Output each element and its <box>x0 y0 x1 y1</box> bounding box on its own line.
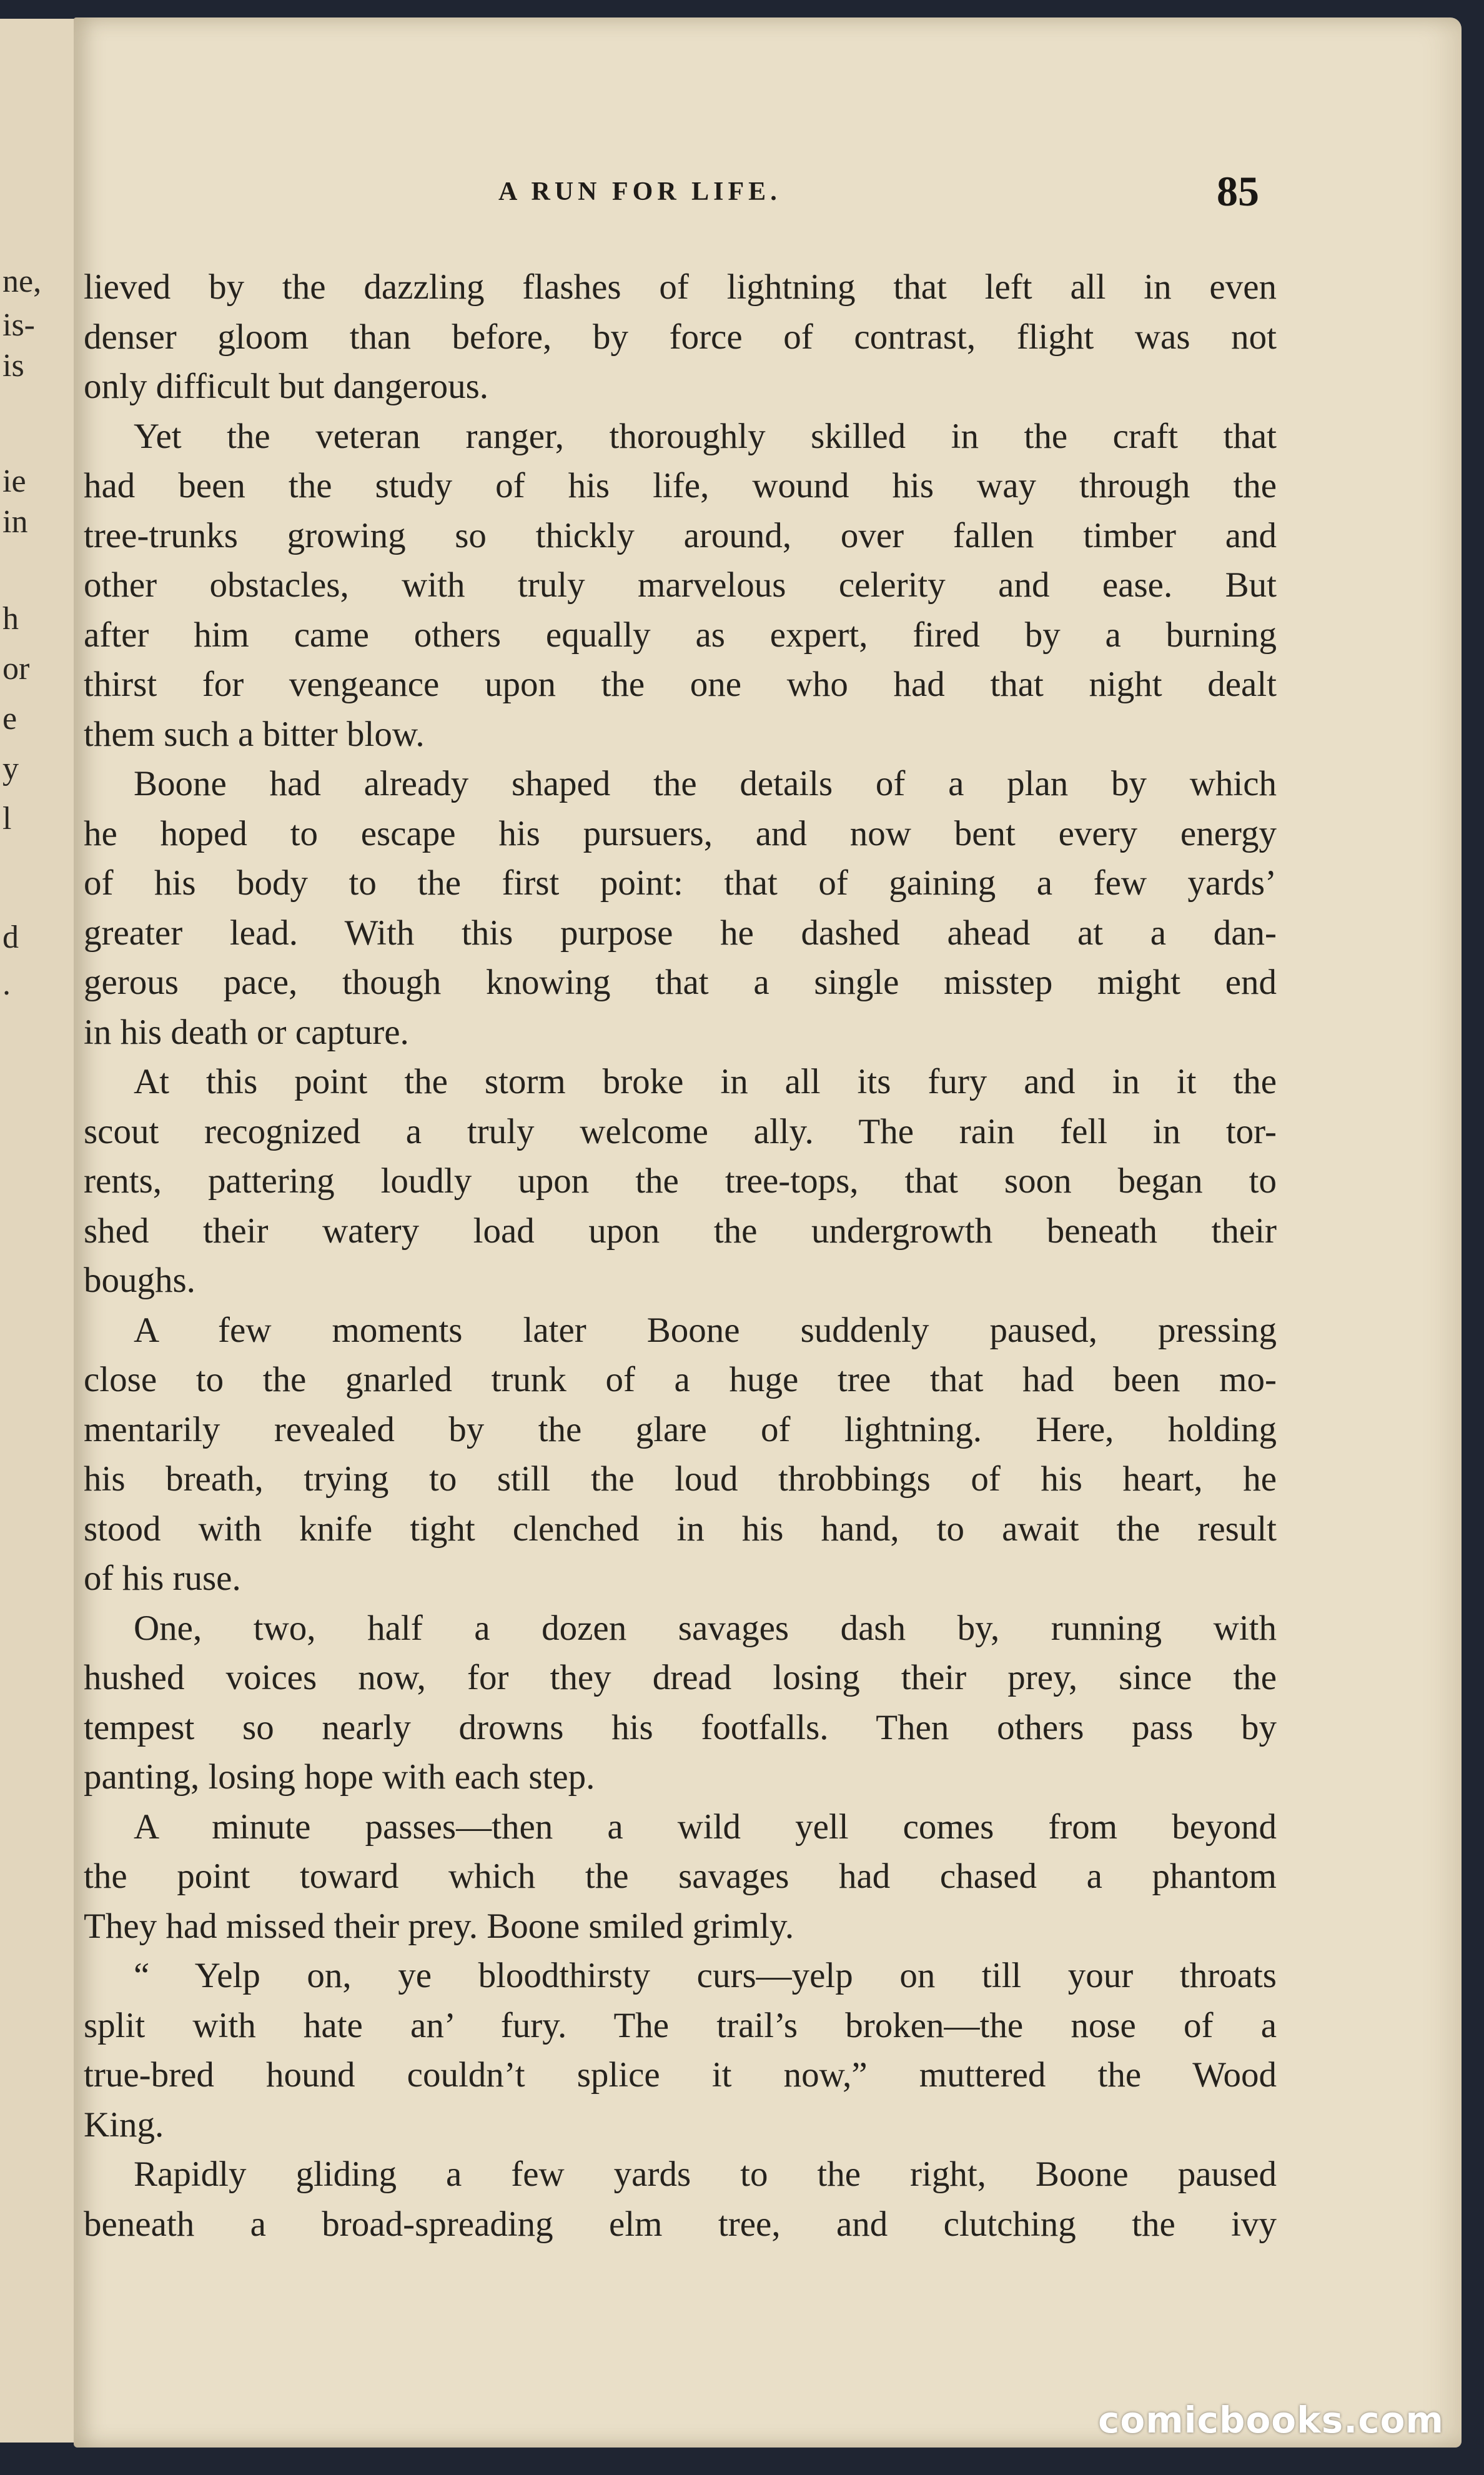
book-page <box>74 17 1462 2448</box>
left-page-fragment: is <box>2 348 24 384</box>
text-line: them such a bitter blow. <box>84 714 425 754</box>
left-page-fragment: ne, <box>2 264 42 299</box>
body-text <box>84 262 1277 2249</box>
left-page-fragment: e <box>2 701 17 737</box>
left-page-fragment: in <box>2 504 28 540</box>
text-line: They had missed their prey. Boone smiled grimly. <box>84 1906 794 1946</box>
text-line: gerous pace, though knowing that a single misstep might end <box>84 963 1277 1002</box>
text-line: had been the study of his life, wound his way through the <box>84 466 1277 505</box>
text-line: Yet the veteran ranger, thoroughly skilled in the craft that <box>134 416 1277 456</box>
text-line: denser gloom than before, by force of contrast, flight was not <box>84 317 1277 357</box>
text-line: At this point the storm broke in all its fury and in it the <box>134 1062 1277 1101</box>
text-line: his breath, trying to still the loud throbbings of his heart, he <box>84 1459 1277 1499</box>
text-line: after him came others equally as expert, fired by a burning <box>84 615 1277 655</box>
text-line: “ Yelp on, ye bloodthirsty curs—yelp on till your throats <box>134 1956 1277 1995</box>
text-line: Rapidly gliding a few yards to the right, Boone paused <box>134 2155 1277 2194</box>
left-page-fragment: is- <box>2 307 35 343</box>
text-line: A minute passes—then a wild yell comes from beyond <box>134 1807 1277 1847</box>
text-line: mentarily revealed by the glare of lightning. Here, holding <box>84 1409 1277 1449</box>
watermark: comicbooks.com <box>1098 2399 1444 2441</box>
text-line: stood with knife tight clenched in his hand, to await the result <box>84 1509 1277 1549</box>
text-line: in his death or capture. <box>84 1012 409 1052</box>
page-number: 85 <box>1217 167 1259 215</box>
text-line: boughs. <box>84 1261 195 1300</box>
text-line: lieved by the dazzling flashes of lightning that left all in even <box>84 267 1277 307</box>
text-line: tree-trunks growing so thickly around, over fallen timber and <box>84 515 1277 555</box>
text-line: the point toward which the savages had chased a phantom <box>84 1857 1277 1896</box>
text-line: scout recognized a truly welcome ally. The rain fell in tor- <box>84 1111 1277 1151</box>
running-title: A RUN FOR LIFE. <box>498 177 781 206</box>
text-line: Boone had already shaped the details of a plan by which <box>134 764 1277 803</box>
text-line: King. <box>84 2105 164 2145</box>
page-header <box>74 167 1462 221</box>
text-line: greater lead. With this purpose he dashed ahead at a dan- <box>84 913 1277 953</box>
text-line: panting, losing hope with each step. <box>84 1757 595 1797</box>
left-page-fragment: or <box>2 651 30 687</box>
text-line: One, two, half a dozen savages dash by, running with <box>134 1608 1277 1648</box>
left-page-fragment: h <box>2 601 19 637</box>
text-line: beneath a broad-spreading elm tree, and clutching the ivy <box>84 2204 1277 2244</box>
left-page-fragment: y <box>2 751 19 786</box>
text-line: shed their watery load upon the undergrowth beneath their <box>84 1211 1277 1251</box>
text-line: only difficult but dangerous. <box>84 367 489 406</box>
text-line: tempest so nearly drowns his footfalls. Then others pass by <box>84 1707 1277 1747</box>
left-page-fragment: . <box>2 966 11 1002</box>
text-line: he hoped to escape his pursuers, and now bent every energy <box>84 813 1277 853</box>
text-line: of his body to the first point: that of gaining a few yards’ <box>84 863 1277 903</box>
text-line: rents, pattering loudly upon the tree-tops, that soon began to <box>84 1161 1277 1201</box>
left-page-fragment: l <box>2 801 12 836</box>
text-line: hushed voices now, for they dread losing their prey, since the <box>84 1658 1277 1697</box>
left-page-fragment: d <box>2 920 19 955</box>
text-line: close to the gnarled trunk of a huge tree that had been mo- <box>84 1360 1277 1399</box>
text-line: true-bred hound couldn’t splice it now,” muttered the Wood <box>84 2055 1277 2095</box>
left-page-fragment: ie <box>2 464 26 499</box>
text-line: other obstacles, with truly marvelous celerity and ease. But <box>84 565 1277 605</box>
text-line: thirst for vengeance upon the one who had that night dealt <box>84 665 1277 704</box>
previous-page-edge <box>0 19 79 2443</box>
text-line: of his ruse. <box>84 1559 241 1598</box>
text-line: A few moments later Boone suddenly paused, pressing <box>134 1310 1277 1350</box>
text-line: split with hate an’ fury. The trail’s broken—the nose of a <box>84 2005 1277 2045</box>
